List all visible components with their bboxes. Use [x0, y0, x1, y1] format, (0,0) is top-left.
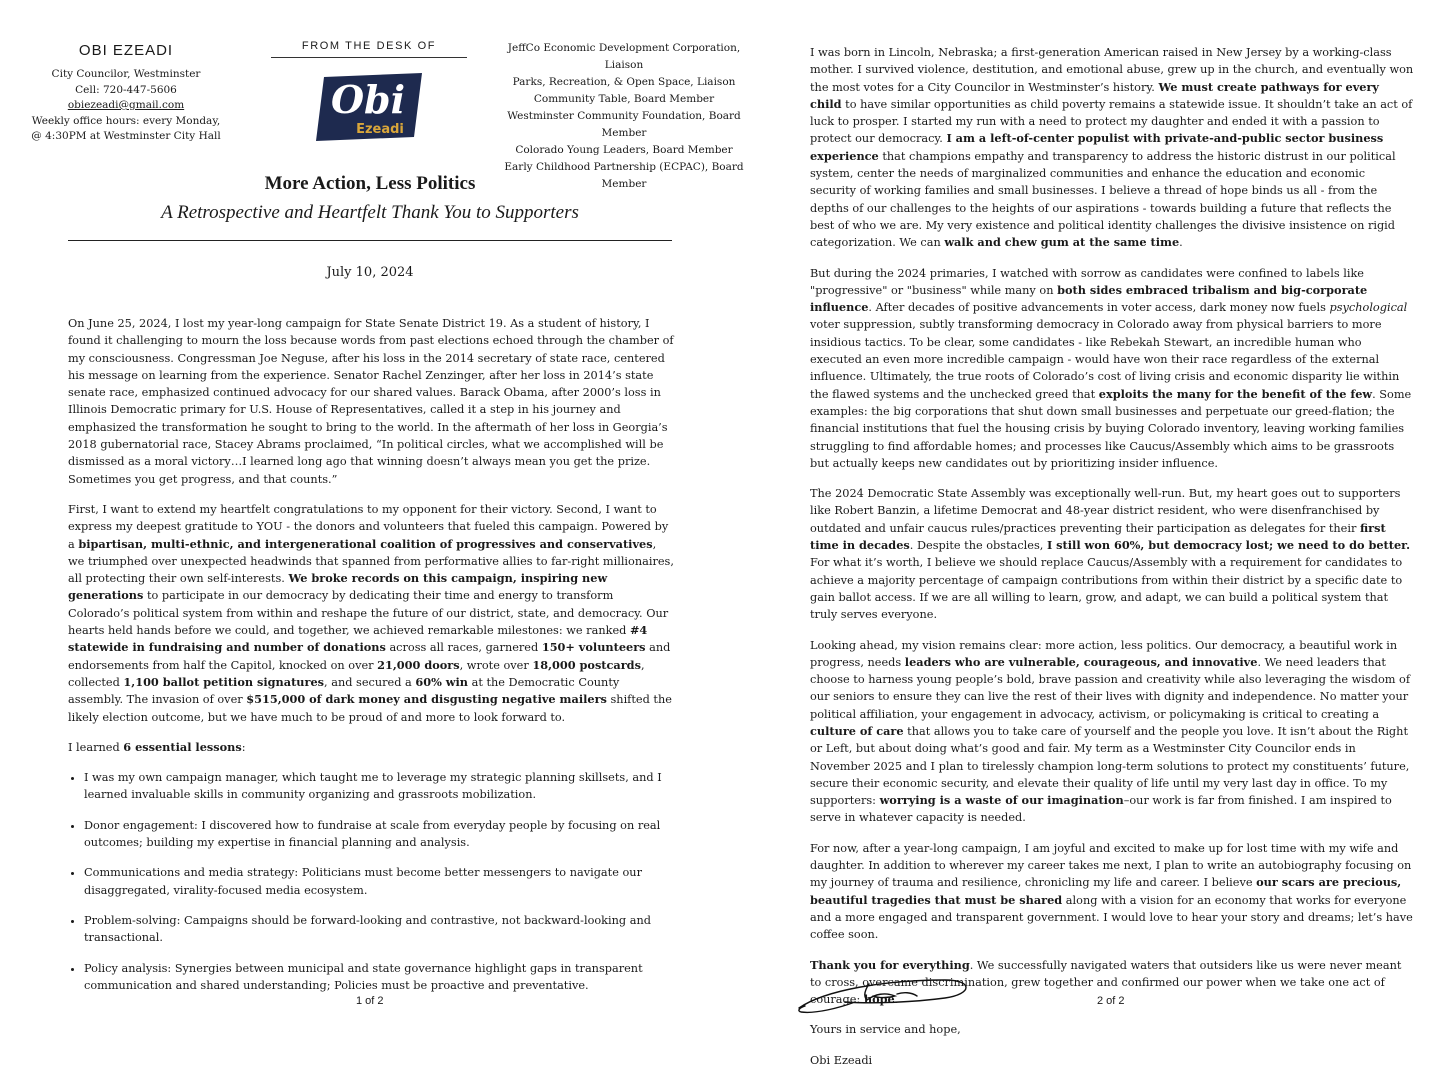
paragraph-biography: I was born in Lincoln, Nebraska; a first-generation American raised in New Jersey by a working-class mother. I survived violence, destitution, and emotional abuse, grew up in the church, and eventually won the most votes for a City Councilor in Westminster’s history. We must create pathways for every child to have similar opportunities as child poverty remains a statewide issue. It shouldn’t take an act of luck to prosper. I started my run with a need to protect my daughter and ended it with a passion to protect our democracy. I am a left-of-center populist with private-and-public sector business experience that champions empathy and transparency to address the historic distrust in our political system, center the needs of marginalized communities and enhance the education and economic security of working families and small businesses. I believe a thread of hope binds us all - from the depths of our challenges to the heights of our aspirations - towards building a future that reflects the best of who we are. My very existence and political identity challenges the divisive insistence on rigid categorization. We can walk and chew gum at the same time. [810, 46, 1414, 250]
paragraph-vision: Looking ahead, my vision remains clear: more action, less politics. Our democracy, a beautiful work in progress, needs leaders who are vulnerable, courageous, and innovative. We need leaders that choose to harness young people’s bold, brave passion and creativity while also leveraging the wisdom of our seniors to ensure they can live the rest of their lives with dignity and independence. No matter your political affiliation, your engagement in advocacy, activism, or policymaking is critical to creating a culture of care that allows you to take care of yourself and the people you love. It isn’t about the Right or Left, but about doing what’s good and fair. My term as a Westminster City Councilor ends in November 2025 and I plan to tirelessly champion long-term solutions to protect my constituents’ future, secure their economic security, and elevate their quality of life until my very last day in office. To my supporters: worrying is a waste of our imagination–our work is far from finished. I am inspired to serve in whatever capacity is needed. [810, 638, 1411, 825]
page-number: 1 of 2 [356, 995, 384, 1007]
title-divider [68, 240, 672, 241]
role-line: Community Table, Board Member [533, 93, 715, 105]
signer-name: Obi Ezeadi [810, 1053, 873, 1067]
paragraph-thanks: Thank you for everything. We successfully navigated waters that outsiders like us were never meant to cross, overcame discrimination, grew together and confirmed our power when we take one act of courage: hope. [810, 957, 1402, 1007]
from-the-desk-label: FROM THE DESK OF [271, 40, 467, 58]
letter-date: July 10, 2024 [326, 265, 414, 280]
page-number: 2 of 2 [1097, 995, 1125, 1007]
lessons-list [68, 769, 674, 994]
role-line: Early Childhood Partnership (ECPAC), Board Member [504, 161, 744, 190]
obi-ezeadi-logo [314, 73, 424, 141]
role-line: JeffCo Economic Development Corporation, Liaison [507, 42, 741, 71]
paragraph-intro: On June 25, 2024, I lost my year-long campaign for State Senate District 19. As a student of history, I found it challenging to mourn the loss because words from past elections echoed through the chamber of my consciousness. Congressman Joe Neguse, after his loss in the 2014 secretary of state race, centered his message on learning from the experience. Senator Rachel Zenzinger, after her loss in 2014’s state senate race, emphasized continued advocacy for our shared values. Barack Obama, after 2000’s loss in Illinois Democratic primary for U.S. House of Representatives, called it a step in his journey and emphasized the transformation he sought to bring to the world. In the aftermath of her loss in Georgia’s 2018 gubernatorial race, Stacey Abrams proclaimed, “In political circles, what we accomplished will be dismissed as a moral victory…I learned long ago that winning doesn’t always mean you get the prize. Sometimes you get progress, and that counts.” [68, 317, 674, 486]
letterhead-email-link[interactable]: obiezeadi@gmail.com [67, 99, 185, 111]
list-item: • Policy analysis: Synergies between municipal and state governance highlight gaps in transparent communication and shared understanding; Policies must be proactive and preventative. [84, 960, 674, 995]
paragraph-gratitude: First, I want to extend my heartfelt congratulations to my opponent for their victory. Second, I want to express my deepest gratitude to YOU - the donors and volunteers that fueled this campaign. Powered by a bipartisan, multi-ethnic, and intergenerational coalition of progressives and conservatives, we triumphed over unexpected headwinds that spanned from performative allies to far-right millionaires, all protecting their own self-interests. We broke records on this campaign, inspiring new generations to participate in our democracy by dedicating their time and energy to transform Colorado’s political system from within and reshape the future of our district, state, and democracy. Our hearts held hands before we could, and together, we achieved remarkable milestones: we ranked #4 statewide in fundraising and number of donations across all races, garnered 150+ volunteers and endorsements from half the Capitol, knocked on over 21,000 doors, wrote over 18,000 postcards, collected 1,100 ballot petition signatures, and secured a 60% win at the Democratic County assembly. The invasion of over $515,000 of dark money and disgusting negative mailers shifted the likely election outcome, but we have much to be proud of and more to look forward to. [68, 502, 674, 724]
logo-sub-text: Ezeadi [356, 122, 404, 137]
letter-page-1 [0, 0, 744, 1032]
letterhead-hours-line-1: Weekly office hours: every Monday, [31, 114, 221, 127]
list-item: • Communications and media strategy: Politicians must become better messengers to navigate our disaggregated, virality-focused media ecosystem. [84, 864, 674, 899]
page-1-body [68, 315, 674, 1007]
letterhead-phone: Cell: 720-447-5606 [75, 83, 177, 96]
letterhead-hours-line-2: @ 4:30PM at Westminster City Hall [31, 130, 221, 142]
role-line: Parks, Recreation, & Open Space, Liaison [512, 76, 736, 88]
letterhead-contact [26, 42, 226, 145]
paragraph-assembly: The 2024 Democratic State Assembly was exceptionally well-run. But, my heart goes out to supporters like Robert Banzin, a lifetime Democrat and 48-year district resident, who were disenfranchised by outdated and unfair caucus rules/practices preventing their participation as delegates for their first time in decades. Despite the obstacles, I still won 60%, but democracy lost; we need to do better. For what it’s worth, I believe we should replace Caucus/Assembly with a requirement for candidates to achieve a majority percentage of campaign contributions from within their district by a specific date to gain ballot access. If we are all willing to learn, grow, and adapt, we can build a political system that truly serves everyone. [810, 487, 1411, 622]
page-2-body [810, 44, 1414, 1082]
letter-subtitle: A Retrospective and Heartfelt Thank You to Supporters [161, 202, 579, 223]
handwritten-signature [795, 968, 975, 1018]
letterhead-logo-block [271, 40, 467, 141]
letterhead-roles [494, 40, 754, 193]
list-item: • Problem-solving: Campaigns should be forward-looking and contrastive, not backward-looking and transactional. [84, 912, 674, 947]
paragraph-future: For now, after a year-long campaign, I am joyful and excited to make up for lost time with my wife and daughter. In addition to wherever my career takes me next, I plan to write an autobiography focusing on my journey of trauma and resilience, chronicling my life and career. I believe our scars are precious, beautiful tragedies that must be shared along with a vision for an economy that works for everyone and a more engaged and transparent government. I would love to hear your story and dreams; let’s have coffee soon. [810, 841, 1413, 942]
list-item: • Donor engagement: I discovered how to fundraise at scale from everyday people by focusing on real outcomes; building my expertise in financial planning and analysis. [84, 817, 674, 852]
letterhead-position: City Councilor, Westminster [51, 68, 201, 80]
role-line: Colorado Young Leaders, Board Member [515, 144, 733, 156]
list-item: • I was my own campaign manager, which taught me to leverage my strategic planning skillsets, and I learned invaluable skills in community organizing and grassroots mobilization. [84, 769, 674, 804]
letterhead-name: OBI EZEADI [78, 42, 174, 59]
role-line: Westminster Community Foundation, Board Member [507, 110, 741, 139]
logo-main-text: Obi [330, 77, 406, 122]
closing-line: Yours in service and hope, [810, 1023, 961, 1037]
letter-title: More Action, Less Politics [264, 173, 476, 194]
letter-page-2 [740, 0, 1456, 1067]
paragraph-primaries: But during the 2024 primaries, I watched with sorrow as candidates were confined to labels like "progressive" or "business" while many on both sides embraced tribalism and big-corporate influence. After decades of positive advancements in voter access, dark money now fuels psychological voter suppression, subtly transforming democracy in Colorado away from physical barriers to more insidious tactics. To be clear, some candidates - like Rebekah Stewart, an incredible human who executed an even more incredible campaign - would have won their race regardless of the external influence. Ultimately, the true roots of Colorado’s cost of living crisis and economic disparity lie within the flawed systems and the unchecked greed that exploits the many for the benefit of the few. Some examples: the big corporations that shut down small businesses and perpetuate our greed-flation; the financial institutions that fuel the housing crisis by buying Colorado inventory, leaving working families struggling to find affordable homes; and processes like Caucus/Assembly which aims to be grassroots but actually keeps new candidates out by prioritizing insider influence. [810, 266, 1412, 470]
lessons-intro: I learned 6 essential lessons: [68, 739, 246, 754]
